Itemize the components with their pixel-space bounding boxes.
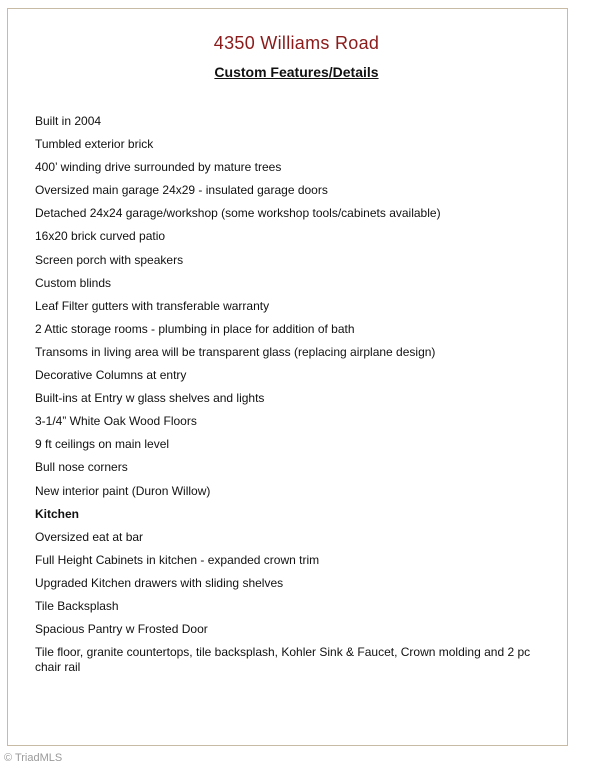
feature-item: Bull nose corners bbox=[35, 460, 128, 475]
feature-item: Oversized main garage 24x29 - insulated garage doors bbox=[35, 183, 328, 198]
feature-item: Decorative Columns at entry bbox=[35, 368, 187, 383]
document-subtitle: Custom Features/Details bbox=[214, 64, 379, 80]
feature-item: Leaf Filter gutters with transferable warranty bbox=[35, 298, 270, 313]
feature-item: 3-1/4” White Oak Wood Floors bbox=[35, 414, 197, 429]
feature-item: Tumbled exterior brick bbox=[35, 137, 154, 152]
feature-item: Upgraded Kitchen drawers with sliding shelves bbox=[35, 575, 284, 590]
feature-item: Detached 24x24 garage/workshop (some workshop tools/cabinets available) bbox=[35, 206, 441, 221]
feature-item: Tile floor, granite countertops, tile backsplash, Kohler Sink & Faucet, Crown molding and 2 pc chair rail bbox=[35, 645, 531, 675]
feature-item: Transoms in living area will be transparent glass (replacing airplane design) bbox=[35, 344, 436, 359]
feature-item: 16x20 brick curved patio bbox=[35, 229, 166, 244]
feature-item: Built in 2004 bbox=[35, 114, 102, 128]
feature-item: Oversized eat at bar bbox=[35, 529, 144, 544]
feature-item: Tile Backsplash bbox=[35, 598, 119, 613]
feature-item: Screen porch with speakers bbox=[35, 252, 184, 267]
feature-item: Full Height Cabinets in kitchen - expanded crown trim bbox=[35, 552, 320, 567]
feature-item: Spacious Pantry w Frosted Door bbox=[35, 622, 208, 637]
feature-item: Custom blinds bbox=[35, 275, 112, 290]
document-title: 4350 Williams Road bbox=[213, 33, 380, 53]
feature-item: 400’ winding drive surrounded by mature trees bbox=[35, 160, 282, 175]
watermark: © TriadMLS bbox=[4, 752, 63, 764]
feature-item: 9 ft ceilings on main level bbox=[35, 437, 170, 452]
feature-item: New interior paint (Duron Willow) bbox=[35, 483, 211, 498]
section-heading: Kitchen bbox=[35, 506, 80, 521]
feature-item: Built-ins at Entry w glass shelves and lights bbox=[35, 391, 265, 406]
feature-list bbox=[35, 114, 555, 675]
feature-item: 2 Attic storage rooms - plumbing in place for addition of bath bbox=[35, 321, 355, 336]
